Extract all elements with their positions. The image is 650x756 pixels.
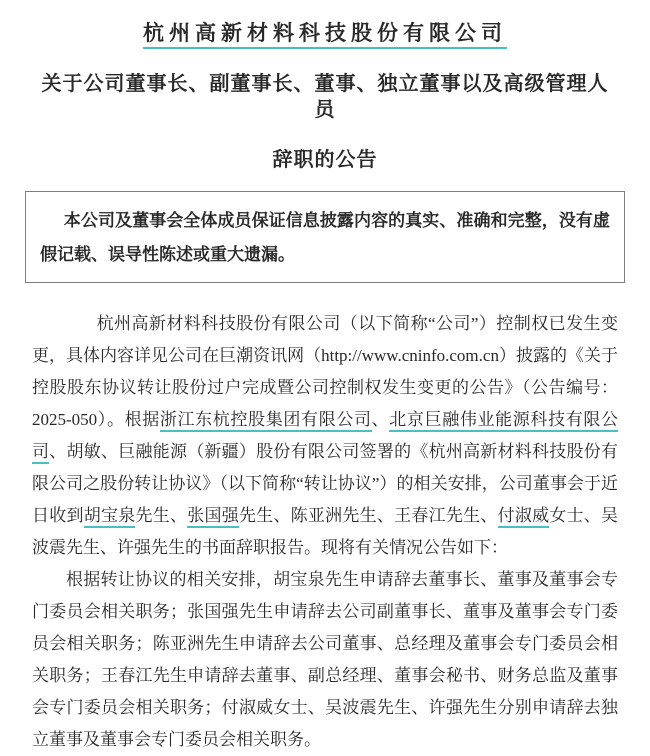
underlined-fu-shuwei: 付淑威 [498,506,550,528]
document-title [32,20,618,47]
underlined-zhejiang-donghang-holding: 浙江东杭控股集团有限公司 [160,410,372,432]
company-name: 杭州高新材料科技股份有限公司 [143,21,507,49]
text-segment: 先生、 [135,506,188,526]
text-segment: 杭州高新材料科技股份有限公司（以下简称“公司”）控制权已发生变更，具体内容详见公司在巨潮资讯网（http://www.cninfo.com.cn）披露的《关于控股股东协议转让股份过户完成暨公司控制权发生变更的公告》（公告编号：2025-050）。根据 [32,314,618,430]
disclaimer-box [25,191,625,283]
text-segment: 女士、吴波震先生、许强先生的书面辞职报告。现将有关情况公告如下： [32,506,619,558]
underlined-hu-baoquan: 胡宝泉 [84,506,136,528]
underlined-zhang-guoqiang: 张国强 [187,506,239,528]
body-paragraph-2: 根据转让协议的相关安排，胡宝泉先生申请辞去董事长、董事及董事会专门委员会相关职务；张国强先生申请辞去公司副董事长、董事及董事会专门委员会相关职务；陈亚洲先生申请辞去公司董事、总经理及董事会专门委员会相关职务；王春江先生申请辞去董事、副总经理、董事会秘书、财务总监及董事会专门委员会相关职务；付淑威女士、吴波震先生、许强先生分别申请辞去独立董事及董事会专门委员会相关职务。 [32,570,618,750]
text-segment: 先生、陈亚洲先生、王春江先生、 [238,506,498,526]
body-paragraph-1 [32,308,618,564]
disclaimer-text: 本公司及董事会全体成员保证信息披露内容的真实、准确和完整，没有虚假记载、误导性陈述或重大遗漏。 [40,211,610,265]
document-subtitle-line-2: 辞职的公告 [272,149,378,172]
underlined-beijing-jurong-weiye: 北京巨融伟业能源科技有限公司 [32,410,618,464]
text-segment: 、胡敏、巨融能源（新疆）股份有限公司签署的《杭州高新材料科技股份有限公司之股份转让协议》（以下简称“转让协议”）的相关安排，公司董事会于近日收到 [32,442,619,526]
document-subtitle-line-1: 关于公司董事长、副董事长、董事、独立董事以及高级管理人员 [41,73,609,122]
document-body [32,308,618,756]
text-segment: 、 [371,410,390,430]
